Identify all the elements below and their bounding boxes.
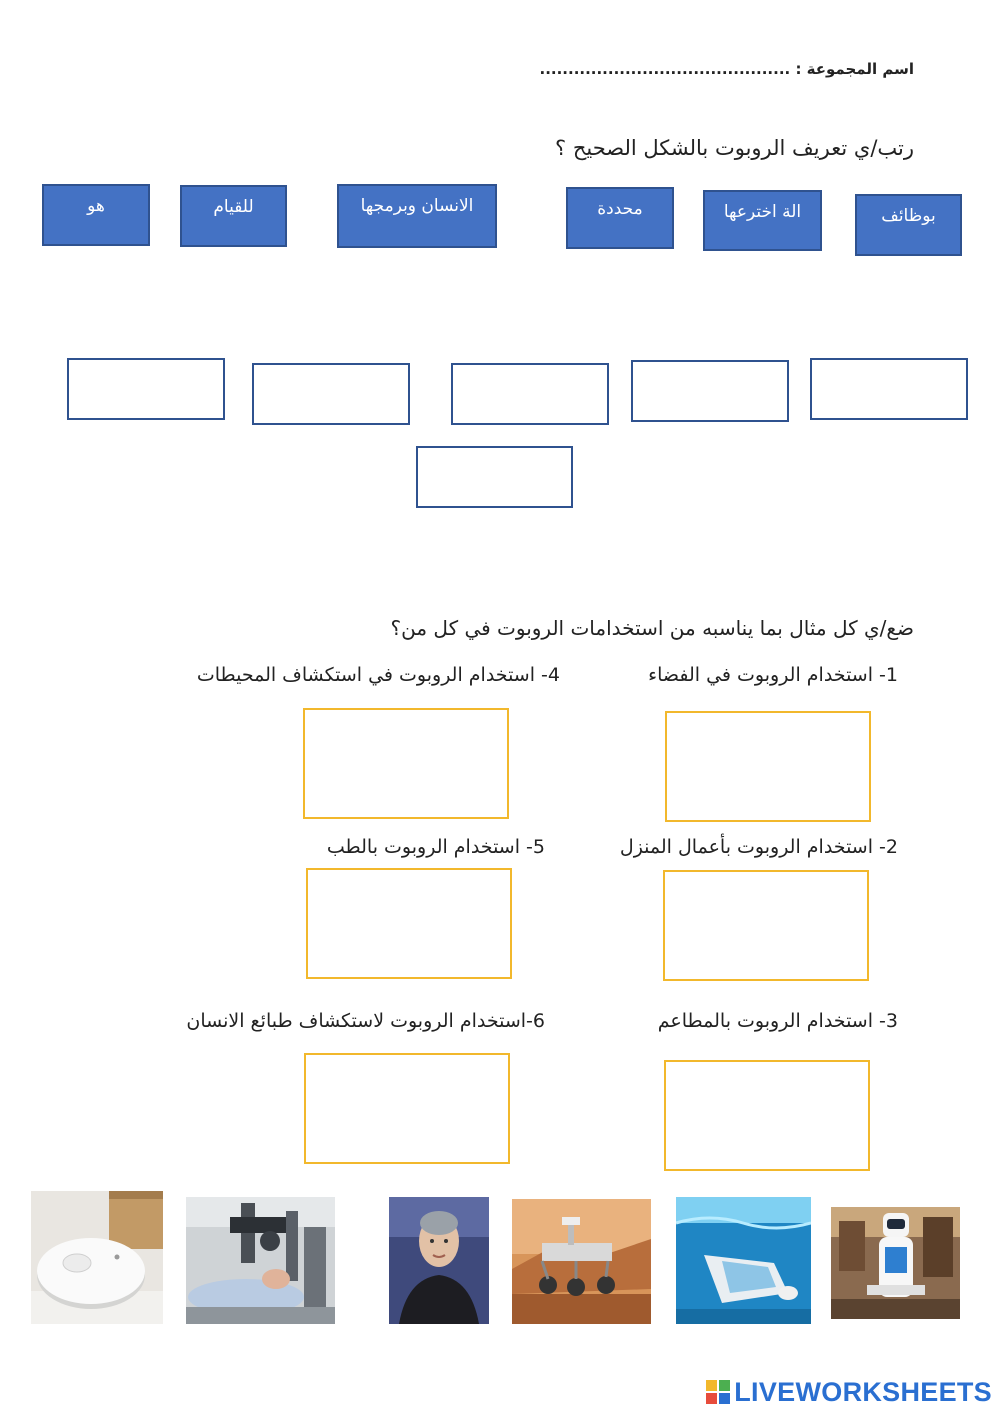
answer-box-medicine[interactable] [306, 868, 512, 979]
image-underwater-robot[interactable] [676, 1197, 811, 1324]
word-card-is[interactable]: هو [42, 184, 150, 246]
order-drop-box-3[interactable] [451, 363, 609, 425]
answer-box-human-nature[interactable] [304, 1053, 510, 1164]
image-surgical-robot[interactable] [186, 1197, 335, 1324]
use-label-human-nature: 6-استخدام الروبوت لاستكشاف طبائع الانسان [186, 1010, 545, 1032]
use-label-home: 2- استخدام الروبوت بأعمال المنزل [619, 836, 898, 858]
liveworksheets-brand: LIVEWORKSHEETS [734, 1376, 992, 1407]
answer-box-space[interactable] [665, 711, 871, 822]
use-label-oceans: 4- استخدام الروبوت في استكشاف المحيطات [196, 664, 560, 686]
word-card-functions[interactable]: بوظائف [855, 194, 962, 256]
order-drop-box-2[interactable] [631, 360, 789, 422]
order-drop-box-1[interactable] [810, 358, 968, 420]
word-card-human-programmed[interactable]: الانسان وبرمجها [337, 184, 497, 248]
image-restaurant-robot[interactable] [831, 1207, 960, 1319]
word-card-specific[interactable]: محددة [566, 187, 674, 249]
question2-prompt: ضع/ي كل مثال بما يناسبه من استخدامات الروبوت في كل من؟ [390, 616, 914, 640]
answer-box-oceans[interactable] [303, 708, 509, 819]
answer-box-home[interactable] [663, 870, 869, 981]
order-drop-box-4[interactable] [252, 363, 410, 425]
question1-prompt: رتب/ي تعريف الروبوت بالشكل الصحيح ؟ [555, 136, 914, 160]
liveworksheets-logo [706, 1374, 992, 1410]
use-label-space: 1- استخدام الروبوت في الفضاء [648, 664, 898, 686]
order-drop-box-5[interactable] [67, 358, 225, 420]
liveworksheets-blocks-icon [706, 1380, 730, 1404]
use-label-medicine: 5- استخدام الروبوت بالطب [326, 836, 545, 858]
answer-box-restaurants[interactable] [664, 1060, 870, 1171]
order-drop-box-6[interactable] [416, 446, 573, 508]
group-name-label: اسم المجموعة : ............................................ [539, 60, 914, 78]
use-label-restaurants: 3- استخدام الروبوت بالمطاعم [657, 1010, 898, 1032]
word-card-to-perform[interactable]: للقيام [180, 185, 287, 247]
image-mars-rover[interactable] [512, 1199, 651, 1324]
image-robot-vacuum[interactable] [31, 1191, 163, 1324]
image-humanoid-robot[interactable] [389, 1197, 489, 1324]
word-card-machine-invented[interactable]: الة اخترعها [703, 190, 822, 251]
